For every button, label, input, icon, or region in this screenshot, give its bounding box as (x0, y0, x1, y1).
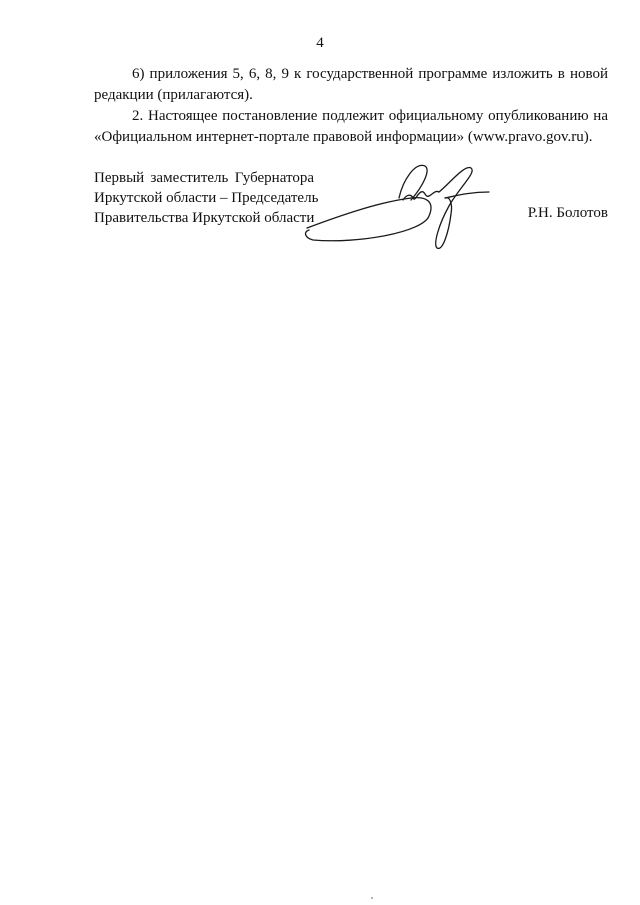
page-number: 4 (316, 35, 324, 51)
signer-title-line: Иркутской области – Председатель (94, 190, 319, 206)
signer-title (94, 168, 319, 228)
scan-artifact-dot (371, 897, 373, 899)
signer-title-line: Первый заместитель Губернатора (94, 170, 314, 186)
paragraph-appendices: 6) приложения 5, 6, 8, 9 к государственной программе изложить в новой редакции (прилагаются). (94, 66, 608, 103)
signer-name: Р.Н. Болотов (527, 205, 608, 221)
signature-block (94, 168, 608, 268)
paragraph-publication: 2. Настоящее постановление подлежит официальному опубликованию на «Официальном интернет-портале правовой информации» (www.pravo.gov.ru). (94, 108, 608, 145)
document-body (94, 64, 608, 148)
signer-title-line: Правительства Иркутской области (94, 210, 315, 226)
handwritten-signature (299, 158, 499, 258)
